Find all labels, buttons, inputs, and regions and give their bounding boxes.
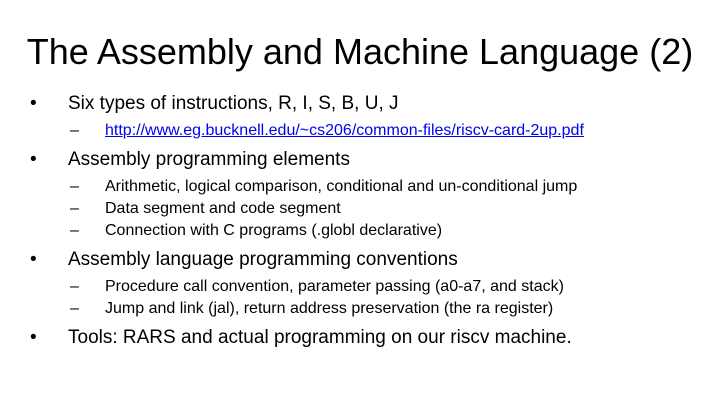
bullet-list bbox=[30, 92, 710, 350]
bullet-text: Assembly language programming conventions bbox=[68, 249, 458, 270]
sub-item-text: Arithmetic, logical comparison, conditional and un-conditional jump bbox=[105, 178, 578, 195]
sub-item bbox=[30, 198, 710, 220]
sub-item-text: Connection with C programs (.globl declarative) bbox=[105, 222, 443, 239]
sub-item-reference-link bbox=[30, 120, 710, 142]
dash-icon: – bbox=[70, 222, 79, 239]
riscv-card-link[interactable]: http://www.eg.bucknell.edu/~cs206/common-files/riscv-card-2up.pdf bbox=[105, 122, 584, 139]
sub-item bbox=[30, 276, 710, 298]
bullet-item-instruction-types bbox=[30, 92, 710, 116]
bullet-item-programming-elements bbox=[30, 148, 710, 172]
bullet-text: Tools: RARS and actual programming on our riscv machine. bbox=[68, 327, 572, 348]
bullet-icon: • bbox=[30, 93, 37, 114]
sub-item bbox=[30, 220, 710, 242]
dash-icon: – bbox=[70, 200, 79, 217]
dash-icon: – bbox=[70, 122, 79, 139]
bullet-icon: • bbox=[30, 249, 37, 270]
dash-icon: – bbox=[70, 300, 79, 317]
dash-icon: – bbox=[70, 278, 79, 295]
slide-title: The Assembly and Machine Language (2) bbox=[26, 31, 694, 72]
bullet-text: Assembly programming elements bbox=[68, 149, 350, 170]
bullet-icon: • bbox=[30, 149, 37, 170]
bullet-item-tools bbox=[30, 326, 710, 350]
sub-item-text: Jump and link (jal), return address preservation (the ra register) bbox=[105, 300, 554, 317]
sub-item-text: Procedure call convention, parameter passing (a0-a7, and stack) bbox=[105, 278, 564, 295]
sub-item bbox=[30, 176, 710, 198]
sub-item bbox=[30, 298, 710, 320]
dash-icon: – bbox=[70, 178, 79, 195]
bullet-item-conventions bbox=[30, 248, 710, 272]
bullet-text: Six types of instructions, R, I, S, B, U, J bbox=[68, 93, 399, 114]
sub-item-text: Data segment and code segment bbox=[105, 200, 341, 217]
bullet-icon: • bbox=[30, 327, 37, 348]
